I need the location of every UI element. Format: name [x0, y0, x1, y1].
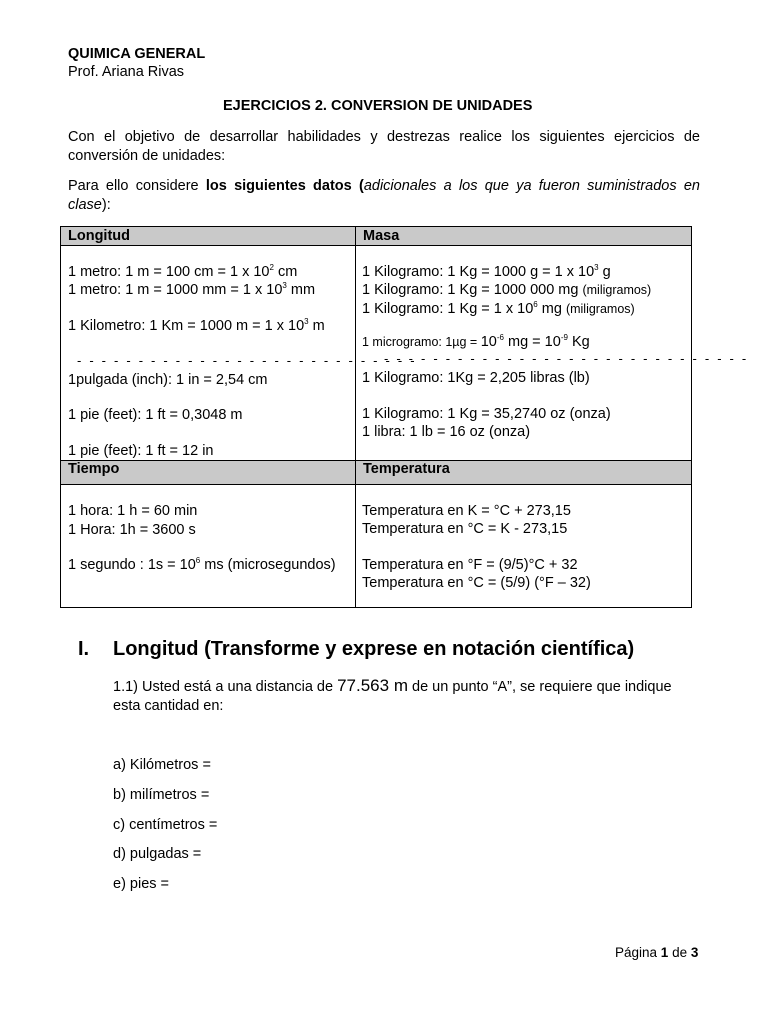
- masa-r3-unit: mg: [537, 301, 566, 317]
- tiempo-row-1: 1 hora: 1 h = 60 min: [68, 503, 198, 519]
- masa-r4-exp2: -9: [560, 333, 568, 342]
- course-title: QUIMICA GENERAL: [68, 46, 206, 62]
- masa-row-4: [362, 333, 590, 351]
- section-number: I.: [78, 638, 90, 660]
- exercise-prompt: [113, 677, 672, 696]
- masa-row-6: 1 Kilogramo: 1 Kg = 35,2740 oz (onza): [362, 406, 611, 422]
- longitud-r3-exp: 3: [304, 317, 309, 326]
- consider-bold: los siguientes datos (: [205, 178, 364, 194]
- masa-r1-exp: 3: [594, 263, 599, 272]
- header-longitud: Longitud: [61, 227, 355, 246]
- section-heading: [78, 638, 634, 661]
- tiempo-r3-text: 1 segundo : 1s = 10: [68, 557, 196, 573]
- longitud-row-2: [68, 281, 315, 299]
- masa-row-2: [362, 281, 651, 299]
- consider-tail: ):: [101, 197, 111, 213]
- masa-r4-label: 1 microgramo: 1µg =: [362, 335, 481, 349]
- tiempo-row-3: [68, 556, 336, 574]
- masa-row-1: [362, 263, 611, 281]
- masa-row-3: [362, 300, 635, 318]
- longitud-r1-text: 1 metro: 1 m = 100 cm = 1 x 10: [68, 264, 270, 280]
- answer-item: b) milímetros =: [113, 787, 210, 803]
- intro-line-1: Con el objetivo de desarrollar habilidades y destrezas realice los siguientes ejercicios de: [68, 129, 700, 145]
- masa-r3-text: 1 Kilogramo: 1 Kg = 1 x 10: [362, 301, 534, 317]
- temperatura-row-3: Temperatura en °F = (9/5)°C + 32: [362, 557, 578, 573]
- longitud-r1-unit: cm: [273, 264, 298, 280]
- tiempo-row-2: 1 Hora: 1h = 3600 s: [68, 522, 196, 538]
- professor-name: Prof. Ariana Rivas: [68, 64, 185, 80]
- temperatura-row-4: Temperatura en °C = (5/9) (°F – 32): [362, 575, 591, 591]
- masa-r2-note: (miligramos): [582, 283, 652, 297]
- longitud-separator: - - - - - - - - - - - - - - - - - - - - - - - - - - - -: [77, 353, 417, 368]
- longitud-row-1: [68, 263, 297, 281]
- answer-item: d) pulgadas =: [113, 846, 202, 862]
- header-temperatura: Temperatura: [356, 461, 691, 485]
- masa-row-5: 1 Kilogramo: 1Kg = 2,205 libras (lb): [362, 370, 590, 386]
- masa-row-7: 1 libra: 1 lb = 16 oz (onza): [362, 424, 531, 440]
- longitud-r3-text: 1 Kilometro: 1 Km = 1000 m = 1 x 10: [68, 318, 305, 334]
- intro-line-2: conversión de unidades:: [68, 148, 226, 164]
- longitud-r2-text: 1 metro: 1 m = 1000 mm = 1 x 10: [68, 282, 283, 298]
- page-total: 3: [690, 945, 699, 960]
- masa-r3-note: (miligramos): [565, 302, 635, 316]
- longitud-row-6: 1 pie (feet): 1 ft = 12 in: [68, 443, 214, 459]
- page-number: [615, 944, 698, 962]
- masa-r2-text: 1 Kilogramo: 1 Kg = 1000 000 mg: [362, 282, 583, 298]
- header-masa: Masa: [356, 227, 691, 246]
- longitud-r1-exp: 2: [269, 263, 274, 272]
- consider-line-1: [68, 177, 700, 196]
- consider-italic-2: clase: [68, 197, 102, 213]
- exercise-post: de un punto “A”, se requiere que indique: [407, 679, 672, 695]
- answer-item: e) pies =: [113, 876, 170, 892]
- masa-r4-exp1: -6: [496, 333, 504, 342]
- temperatura-row-1: Temperatura en K = °C + 273,15: [362, 503, 571, 519]
- longitud-row-4: 1pulgada (inch): 1 in = 2,54 cm: [68, 372, 268, 388]
- exercise-prompt-2: esta cantidad en:: [113, 698, 224, 714]
- answer-item: a) Kilómetros =: [113, 757, 211, 773]
- masa-separator: - - - - - - - - - - - - - - - - - - - - - - - - - - - - - -: [384, 351, 749, 366]
- masa-r4-unit: Kg: [567, 334, 590, 350]
- temperatura-row-2: Temperatura en °C = K - 273,15: [362, 521, 568, 537]
- longitud-r2-exp: 3: [282, 281, 287, 290]
- masa-r4-base1: 10: [480, 334, 497, 350]
- masa-r3-exp: 6: [533, 300, 538, 309]
- page-current: 1: [660, 945, 669, 960]
- answer-item: c) centímetros =: [113, 817, 218, 833]
- consider-pre: Para ello considere: [68, 178, 206, 194]
- tiempo-r3-exp: 6: [195, 556, 201, 565]
- table-divider: [355, 227, 356, 607]
- header-tiempo: Tiempo: [61, 461, 355, 485]
- document-title: EJERCICIOS 2. CONVERSION DE UNIDADES: [223, 98, 533, 114]
- masa-r4-mid: mg = 10: [503, 334, 561, 350]
- longitud-row-3: [68, 317, 325, 335]
- longitud-r3-unit: m: [308, 318, 325, 334]
- page-of: de: [668, 945, 691, 960]
- exercise-value: 77.563 m: [337, 676, 408, 695]
- masa-r1-text: 1 Kilogramo: 1 Kg = 1000 g = 1 x 10: [362, 264, 595, 280]
- longitud-row-5: 1 pie (feet): 1 ft = 0,3048 m: [68, 407, 243, 423]
- tiempo-r3-unit: ms (microsegundos): [200, 557, 336, 573]
- consider-line-2: [68, 196, 111, 214]
- section-title: Longitud (Transforme y exprese en notación científica): [113, 638, 635, 660]
- masa-r1-unit: g: [598, 264, 611, 280]
- conversion-table: [60, 226, 749, 608]
- longitud-r2-unit: mm: [286, 282, 316, 298]
- page-label: Página: [615, 945, 661, 960]
- exercise-pre: 1.1) Usted está a una distancia de: [113, 679, 338, 695]
- consider-italic: adicionales a los que ya fueron suministrados en: [363, 178, 700, 194]
